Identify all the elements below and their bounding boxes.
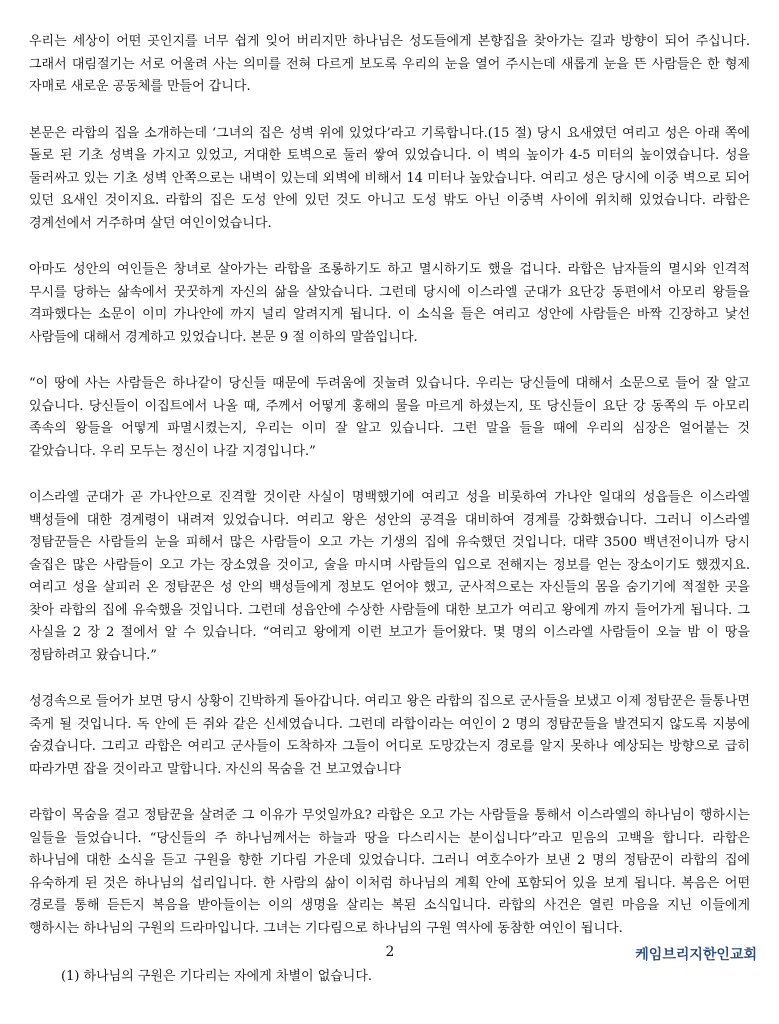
paragraph-scripture-quote: “이 땅에 사는 사람들은 하나같이 당신들 때문에 두려움에 짓눌려 있습니다. 우리는 당신들에 대해서 소문으로 들어 잘 알고 있습니다. 당신들이 이집트에서 나올 때, 주께서 어떻게 홍해의 물을 마르게 하셨는지, 또 당신들이 요단 강 동쪽의 두 아모리 족속의 왕들을 어떻게 파멸시켰는지, 우리는 이미 잘 알고 있습니다. 그런 말을 들을 때에 우리의 심장은 얼어붙는 것 같았습니다. 우리 모두는 정신이 나갈 지경입니다.” [29, 376, 750, 459]
page-number: 2 [385, 944, 395, 960]
paragraph-rahab-faith: 라합이 목숨을 걸고 정탐꾼을 살려준 그 이유가 무엇일까요? 라합은 오고 가는 사람들을 통해서 이스라엘의 하나님이 행하시는 일들을 들었습니다. “당신들의 주 하나님께서는 하늘과 땅을 다스리시는 분이십니다”라고 믿음의 고백을 합니다. 라합은 하나님에 대한 소식을 듣고 구원을 향한 기다림 가운데 있었습니다. 그러니 여호수아가 보낸 2 명의 정탐꾼이 라합의 집에 유숙하게 된 것은 하나님의 섭리입니다. 한 사람의 삶이 이처럼 하나님의 계획 안에 포함되어 있을 보게 됩니다. 복음은 어떤 경로를 통해 듣든지 복음을 받아들이는 이의 생명을 살리는 복된 소식입니다. 라합의 사건은 열린 마음을 지닌 이들에게 행하시는 하나님의 구원의 드라마입니다. 그녀는 기다림으로 하나님의 구원 역사에 동참한 여인이 됩니다. [29, 808, 750, 936]
church-name: 케임브리지한인교회 [635, 947, 757, 963]
paragraph-rahab-house: 본문은 라합의 집을 소개하는데 ‘그녀의 집은 성벽 위에 있었다’라고 기록합니다.(15 절) 당시 요새였던 여리고 성은 아래 쪽에 돌로 된 기초 성벽을 가지고 있었고, 거대한 토벽으로 둘러 쌓여 있었습니다. 이 벽의 높이가 4-5 미터의 높이였습니다. 성을 둘러싸고 있는 기초 성벽 안쪽으로는 내벽이 있는데 외벽에 비해서 14 미터나 높았습니다. 여리고 성은 당시에 이중 벽으로 되어 있던 요새인 것이지요. 라합의 집은 도성 안에 있던 것도 아니고 도성 밖도 아닌 이중벽 사이에 위치해 있었습니다. 라합은 경계선에서 거주하며 살던 여인이었습니다. [29, 125, 750, 231]
paragraph-spies: 이스라엘 군대가 곧 가나안으로 진격할 것이란 사실이 명백했기에 여리고 성을 비롯하여 가나안 일대의 성읍들은 이스라엘 백성들에 대한 경계령이 내려져 있었습니다. 여리고 왕은 성안의 공격을 대비하여 경계를 강화했습니다. 그러니 이스라엘 정탐꾼들은 사람들의 눈을 피해서 많은 사람들이 오고 가는 기생의 집에 유숙했던 것입니다. 대략 3500 백년전이니까 당시 술집은 많은 사람들이 오고 가는 장소였을 것이고, 술을 마시며 사람들의 입으로 전해지는 정보를 얻는 장소이기도 했겠지요. 여리고 성을 살피러 온 정탐꾼은 성 안의 백성들에게 정보도 얻어야 했고, 군사적으로는 자신들의 몸을 숨기기에 적절한 곳을 찾아 라합의 집에 유숙했을 것입니다. 그런데 성읍안에 수상한 사람들에 대한 보고가 여리고 왕에게 까지 들어가게 됩니다. 그 사실을 2 장 2 절에서 알 수 있습니다. “여리고 왕에게 이런 보고가 들어왔다. 몇 명의 이스라엘 사람들이 오늘 밤 이 땅을 정탐하려고 왔습니다.” [29, 490, 750, 663]
sermon-body [29, 31, 750, 989]
paragraph-intro: 우리는 세상이 어떤 곳인지를 너무 쉽게 잊어 버리지만 하나님은 성도들에게 본향집을 찾아가는 길과 방향이 되어 주십니다. 그래서 대림절기는 서로 어울려 사는 의미를 전혀 다르게 보도록 우리의 눈을 열어 주시는데 새롭게 눈을 뜬 사람들은 한 형제 자매로 새로운 공동체를 만들어 갑니다. [29, 34, 750, 94]
paragraph-city-women: 아마도 성안의 여인들은 창녀로 살아가는 라합을 조롱하기도 하고 멸시하기도 했을 겁니다. 라합은 남자들의 멸시와 인격적 무시를 당하는 삶속에서 꿋꿋하게 자신의 삶을 살았습니다. 그런데 당시에 이스라엘 군대가 요단강 동편에서 아모리 왕들을 격파했다는 소문이 이미 가나안에 까지 널리 알려지게 됩니다. 이 소식을 들은 여리고 성안에 사람들은 바짝 긴장하고 낯선 사람들에 대해서 경계하고 있었습니다. 본문 9 절 이하의 말씀입니다. [29, 262, 750, 345]
paragraph-urgent-situation: 성경속으로 들어가 보면 당시 상황이 긴박하게 돌아갑니다. 여리고 왕은 라합의 집으로 군사들을 보냈고 이제 정탐꾼은 들통나면 죽게 될 것입니다. 독 안에 든 쥐와 같은 신세였습니다. 그런데 라합이라는 여인이 2 명의 정탐꾼들을 발견되지 않도록 지붕에 숨겼습니다. 그리고 라합은 여리고 군사들이 도착하자 그들이 어디로 도망갔는지 경로를 알지 못하나 예상되는 방향으로 급히 따라가면 잡을 것이라고 말합니다. 자신의 목숨을 건 보고였습니다 [29, 694, 750, 777]
sermon-point-one: (1) 하나님의 구원은 기다리는 자에게 차별이 없습니다. [61, 969, 373, 984]
